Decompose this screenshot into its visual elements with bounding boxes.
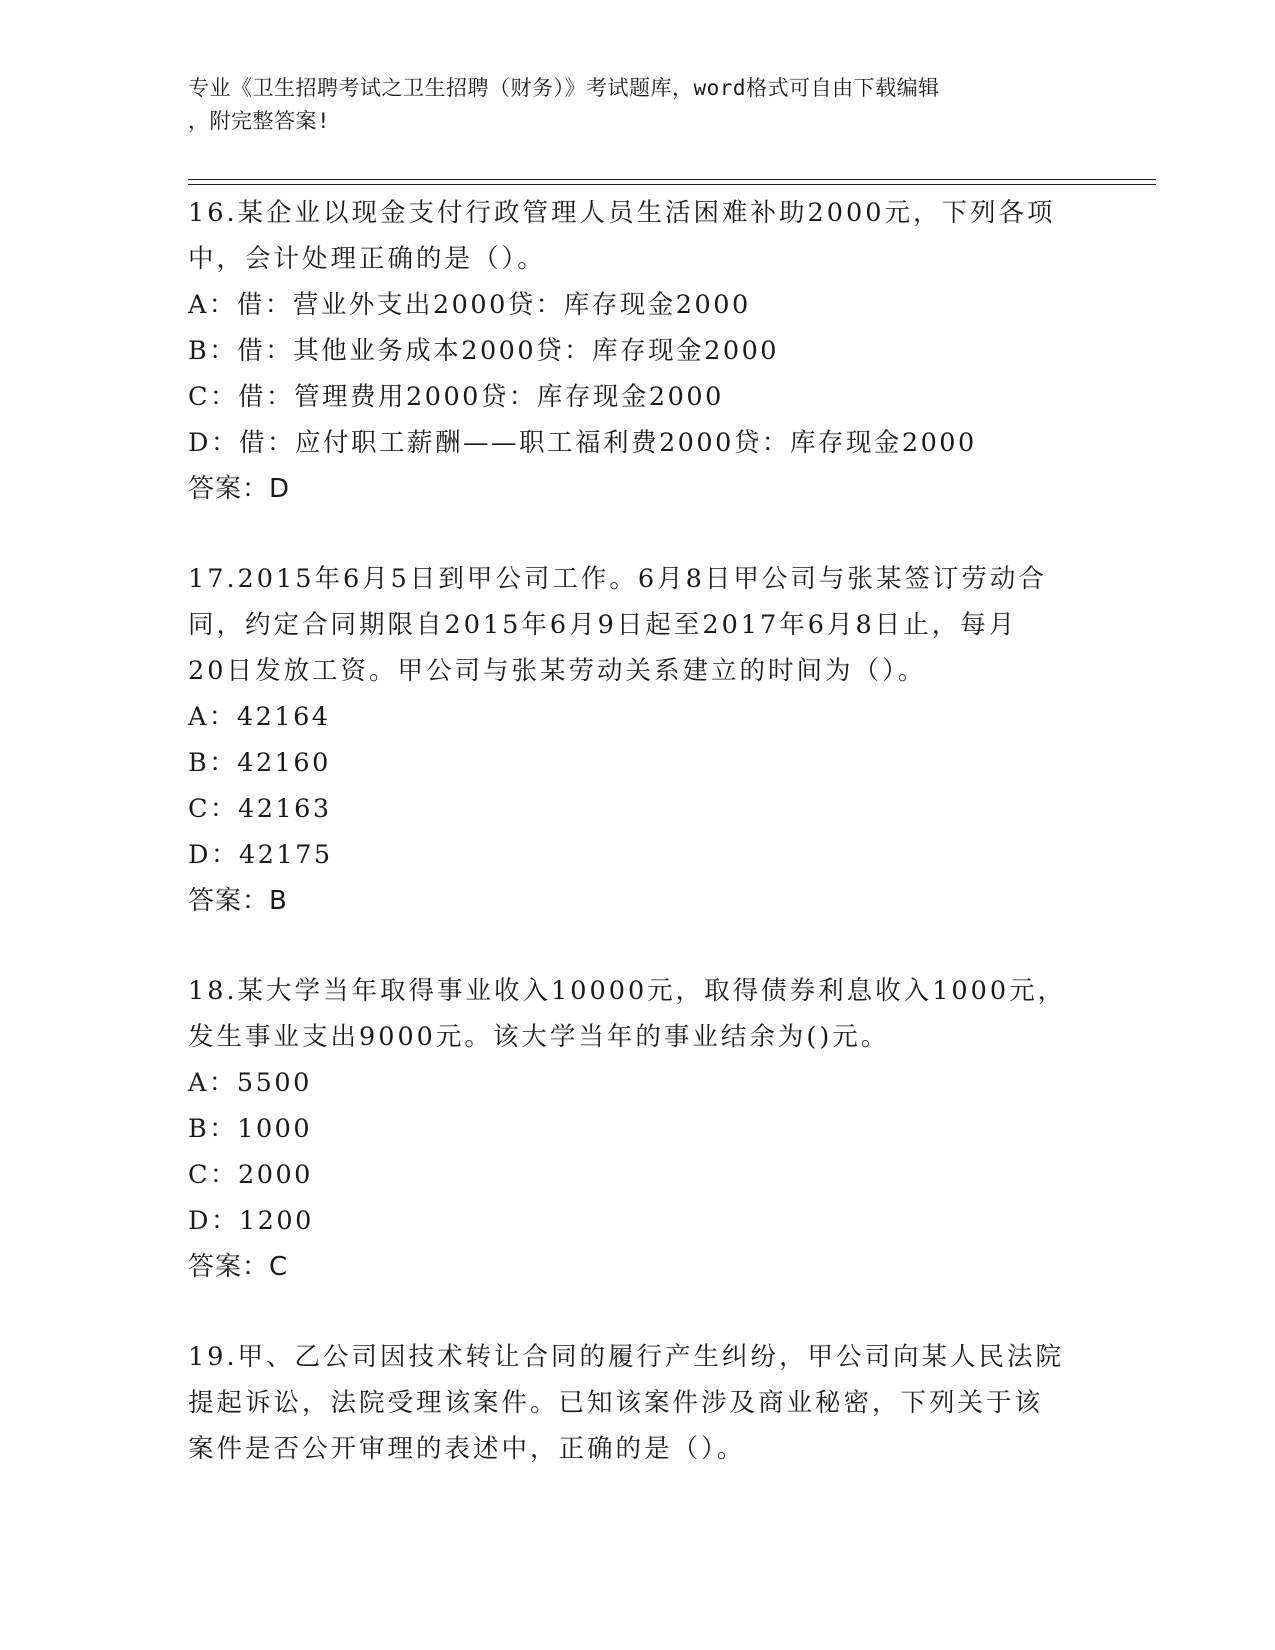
option-c: C：2000: [188, 1160, 313, 1190]
question-19: [188, 1334, 1088, 1472]
option-a: A：5500: [188, 1068, 312, 1098]
option-b: B：1000: [188, 1114, 313, 1144]
answer-label: 答案：D: [188, 474, 291, 504]
option-d: D：1200: [188, 1206, 314, 1236]
question-stem-line: 18.某大学当年取得事业收入10000元，取得债券利息收入1000元，: [188, 976, 1067, 1006]
header-divider-top: [188, 179, 1156, 180]
option-d: D：借：应付职工薪酬——职工福利费2000贷：库存现金2000: [188, 428, 977, 458]
question-16: [188, 190, 1088, 512]
spacer: [188, 924, 1088, 968]
question-stem-line: 17.2015年6月5日到甲公司工作。6月8日甲公司与张某签订劳动合: [188, 564, 1047, 594]
option-d: D：42175: [188, 840, 333, 870]
spacer: [188, 1290, 1088, 1334]
answer-label: 答案：B: [188, 886, 288, 916]
question-stem-line: 19.甲、乙公司因技术转让合同的履行产生纠纷，甲公司向某人民法院: [188, 1342, 1065, 1372]
question-stem-line: 提起诉讼，法院受理该案件。已知该案件涉及商业秘密，下列关于该: [188, 1388, 1044, 1418]
document-header: [188, 72, 1068, 138]
question-stem-line: 20日发放工资。甲公司与张某劳动关系建立的时间为（）。: [188, 656, 927, 686]
question-stem-line: 发生事业支出9000元。该大学当年的事业结余为()元。: [188, 1022, 890, 1052]
question-list: [188, 190, 1088, 1472]
question-stem-line: 案件是否公开审理的表述中，正确的是（）。: [188, 1434, 746, 1464]
question-17: [188, 556, 1088, 924]
option-c: C：借：管理费用2000贷：库存现金2000: [188, 382, 724, 412]
option-b: B：借：其他业务成本2000贷：库存现金2000: [188, 336, 780, 366]
spacer: [188, 512, 1088, 556]
header-line-2: ，附完整答案!: [188, 109, 331, 133]
answer-label: 答案：C: [188, 1252, 289, 1282]
option-b: B：42160: [188, 748, 331, 778]
header-divider-bottom: [188, 184, 1156, 185]
question-stem-line: 同，约定合同期限自2015年6月9日起至2017年6月8日止，每月: [188, 610, 1018, 640]
question-18: [188, 968, 1088, 1290]
question-stem-line: 中，会计处理正确的是（）。: [188, 244, 546, 274]
question-stem-line: 16.某企业以现金支付行政管理人员生活困难补助2000元，下列各项: [188, 198, 1056, 228]
option-a: A：42164: [188, 702, 331, 732]
option-a: A：借：营业外支出2000贷：库存现金2000: [188, 290, 751, 320]
option-c: C：42163: [188, 794, 332, 824]
header-line-1: 专业《卫生招聘考试之卫生招聘（财务）》考试题库，word格式可自由下载编辑: [188, 76, 940, 100]
